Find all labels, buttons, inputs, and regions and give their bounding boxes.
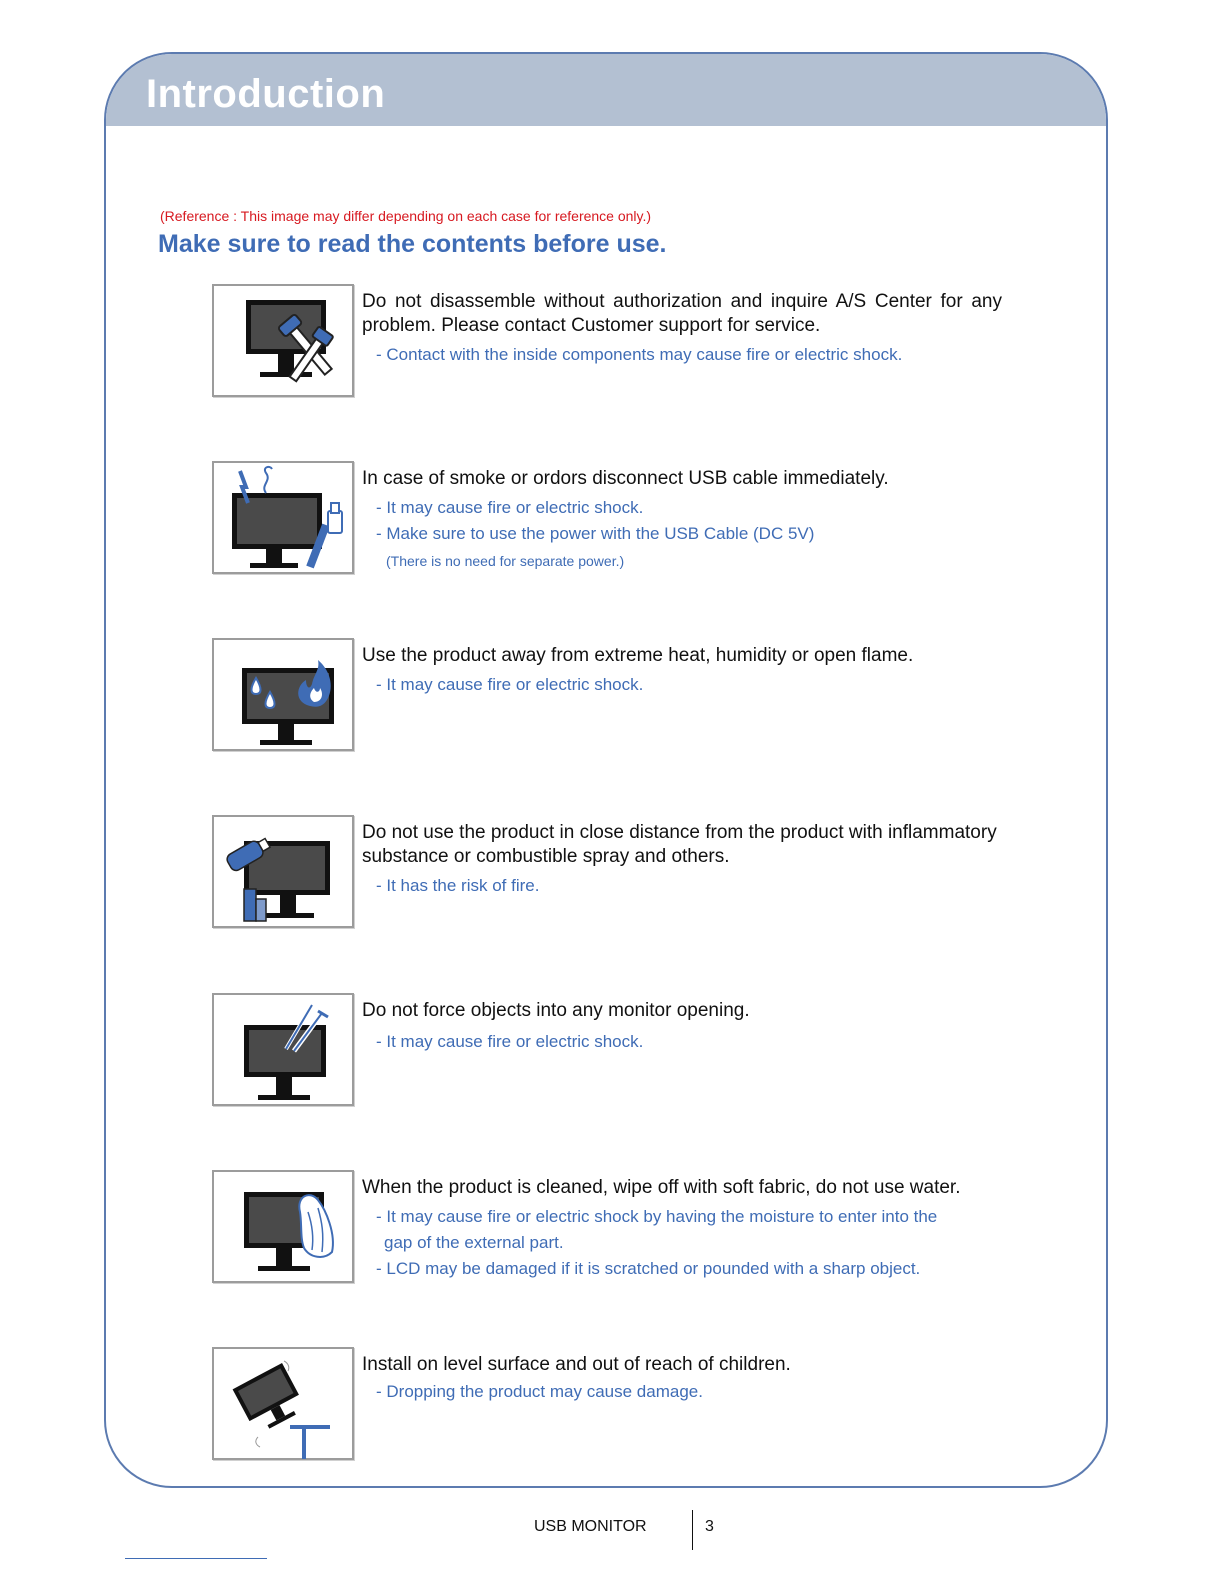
thumbnail bbox=[212, 638, 354, 751]
thumbnail bbox=[212, 461, 354, 574]
page-title: Introduction bbox=[146, 72, 386, 116]
thumbnail bbox=[212, 1347, 354, 1460]
header-band bbox=[106, 54, 1106, 126]
thumbnail bbox=[212, 284, 354, 397]
item-main-text: Use the product away from extreme heat, humidity or open flame. bbox=[362, 645, 914, 666]
reference-note: (Reference : This image may differ depending on each case for reference only.) bbox=[160, 208, 652, 224]
monitor-objects-opening-icon bbox=[214, 995, 356, 1108]
item-sub-text: - Make sure to use the power with the USB Cable (DC 5V) bbox=[376, 524, 815, 543]
monitor-smoke-usb-icon bbox=[214, 463, 356, 576]
item-main-text: When the product is cleaned, wipe off with soft fabric, do not use water. bbox=[362, 1177, 961, 1198]
item-sub-text: - Contact with the inside components may cause fire or electric shock. bbox=[376, 345, 903, 364]
item-sub-text: - It may cause fire or electric shock. bbox=[376, 1032, 644, 1051]
item-main-text: Do not force objects into any monitor opening. bbox=[362, 1000, 750, 1021]
item-sub-text: - It may cause fire or electric shock. bbox=[376, 498, 644, 517]
footer-product-label: USB MONITOR bbox=[534, 1518, 647, 1535]
item-sub-text: - It may cause fire or electric shock by having the moisture to enter into the bbox=[376, 1207, 938, 1226]
item-main-text: Do not use the product in close distance from the product with inflammatory substance or combustible spray and others. bbox=[362, 822, 997, 867]
content-frame bbox=[104, 52, 1108, 1488]
item-sub-text: - It has the risk of fire. bbox=[376, 876, 540, 895]
monitor-repair-tools-icon bbox=[214, 286, 356, 399]
thumbnail bbox=[212, 993, 354, 1106]
monitor-falling-table-icon bbox=[214, 1349, 356, 1462]
item-main-text: In case of smoke or ordors disconnect USB cable immediately. bbox=[362, 468, 889, 489]
thumbnail bbox=[212, 1170, 354, 1283]
footer-rule bbox=[125, 1558, 267, 1559]
item-main-text: Do not disassemble without authorization and inquire A/S Center for any problem. Please contact Customer support for service. bbox=[362, 291, 1002, 336]
item-sub-text: - Dropping the product may cause damage. bbox=[376, 1382, 703, 1401]
item-sub-text: - LCD may be damaged if it is scratched or pounded with a sharp object. bbox=[376, 1259, 921, 1278]
page-number: 3 bbox=[705, 1518, 714, 1535]
footer-divider bbox=[692, 1510, 693, 1550]
item-sub-text: - It may cause fire or electric shock. bbox=[376, 675, 644, 694]
item-note-text: (There is no need for separate power.) bbox=[386, 553, 625, 569]
section-headline: Make sure to read the contents before use. bbox=[158, 230, 667, 258]
item-main-text: Install on level surface and out of reach of children. bbox=[362, 1354, 791, 1375]
monitor-spray-bottle-icon bbox=[214, 817, 356, 930]
thumbnail bbox=[212, 815, 354, 928]
item-sub-continuation: gap of the external part. bbox=[384, 1233, 564, 1252]
monitor-cleaning-cloth-icon bbox=[214, 1172, 356, 1285]
monitor-water-flame-icon bbox=[214, 640, 356, 753]
